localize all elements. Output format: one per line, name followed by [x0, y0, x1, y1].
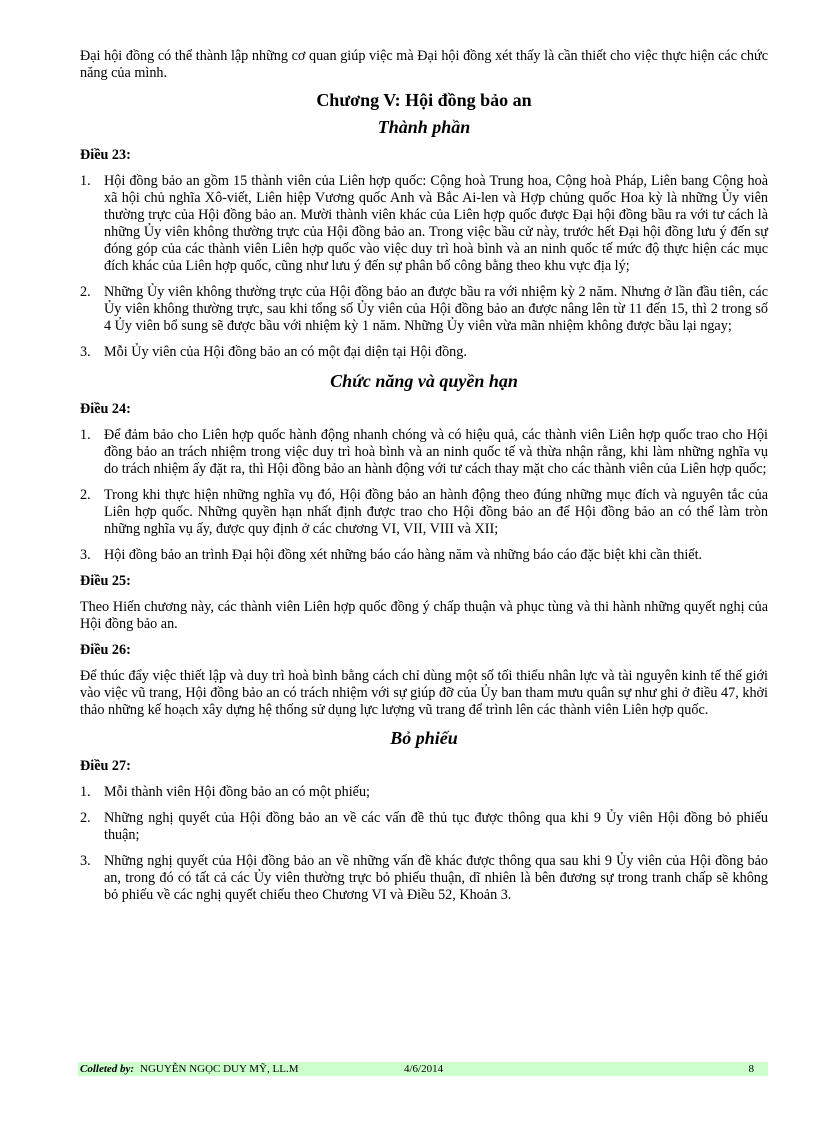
item-text: Mỗi Ủy viên của Hội đồng bảo an có một đại diện tại Hội đồng. [104, 344, 467, 360]
section-title-composition: Thành phần [377, 117, 471, 137]
item-number: 3. [80, 344, 91, 360]
item-text: Mỗi thành viên Hội đồng bảo an có một phiếu; [104, 784, 370, 800]
footer-date: 4/6/2014 [404, 1063, 444, 1075]
footer-label: Colleted by: [80, 1063, 135, 1075]
list-item [80, 173, 768, 275]
item-text: Những nghị quyết của Hội đồng bảo an về các vấn đề thủ tục được thông qua khi 9 Ủy viên Hội đồng bỏ phiếu thuận; [104, 810, 768, 843]
article-paragraph: Để thúc đẩy việc thiết lập và duy trì hoà bình bằng cách chỉ dùng một số tối thiểu nhân lực và tài nguyên kinh tế thế giới vào việc vũ trang, Hội đồng bảo an có trách nhiệm với sự giúp đỡ của Ủy ban tham mưu quân sự như ghi ở điều 47, khởi thảo những kế hoạch xây dựng hệ thống sử dụng lực lượng vũ trang để trình lên các thành viên Liên hợp quốc. [80, 668, 768, 718]
item-text: Những nghị quyết của Hội đồng bảo an về những vấn đề khác được thông qua sau khi 9 Ủy viên của Hội đồng bảo an, trong đó có tất cả các Ủy viên thường trực bỏ phiếu thuận, dĩ nhiên là bên đương sự trong tranh chấp sẽ không bỏ phiếu về các nghị quyết chiếu theo Chương VI và Điều 52, Khoản 3. [104, 853, 768, 903]
item-number: 2. [80, 810, 91, 826]
article-list [80, 784, 768, 904]
article-title: Điều 24: [80, 401, 131, 417]
item-number: 1. [80, 173, 91, 189]
list-item [80, 344, 768, 361]
article-title: Điều 23: [80, 147, 131, 163]
item-text: Những Ủy viên không thường trực của Hội đồng bảo an được bầu ra với nhiệm kỳ 2 năm. Nhưng ở lần đầu tiên, các Ủy viên không thường trực, sau khi tổng số Ủy viên của Hội đồng bảo an được nâng lên từ 11 đến 15, thì 2 trong số 4 Ủy viên bổ sung sẽ được bầu với nhiệm kỳ 1 năm. Những Ủy viên vừa mãn nhiệm không được bầu lại ngay; [104, 284, 768, 334]
article-title: Điều 26: [80, 642, 131, 658]
item-number: 1. [80, 427, 91, 443]
item-text: Để đảm bảo cho Liên hợp quốc hành động nhanh chóng và có hiệu quả, các thành viên Liên hợp quốc trao cho Hội đồng bảo an trách nhiệm trong việc duy trì hoà bình và an ninh quốc tế và thừa nhận rằng, khi làm những nghĩa vụ do trách nhiệm ấy đặt ra, thì Hội đồng bảo an hành động với tư cách thay mặt cho các thành viên của Liên hợp quốc; [104, 427, 768, 477]
document-page [80, 48, 768, 913]
item-number: 3. [80, 547, 91, 563]
article-list [80, 427, 768, 564]
item-number: 2. [80, 487, 91, 503]
item-number: 1. [80, 784, 91, 800]
list-item [80, 853, 768, 904]
section-title-functions: Chức năng và quyền hạn [330, 371, 518, 391]
list-item [80, 547, 768, 564]
list-item [80, 784, 768, 801]
intro-paragraph: Đại hội đồng có thể thành lập những cơ quan giúp việc mà Đại hội đồng xét thấy là cần thiết cho việc thực hiện các chức năng của mình. [80, 48, 768, 81]
footer-author: NGUYỄN NGỌC DUY MỸ, LL.M [140, 1063, 299, 1075]
list-item [80, 284, 768, 335]
list-item [80, 427, 768, 478]
item-text: Hội đồng bảo an gồm 15 thành viên của Liên hợp quốc: Cộng hoà Trung hoa, Cộng hoà Pháp, Liên bang Cộng hoà xã hội chủ nghĩa Xô-viết, Liên hiệp Vương quốc Anh và Bắc Ai-len và Hợp chủng quốc Hoa kỳ là những Ủy viên thường trực của Hội đồng bảo an. Mười thành viên khác của Liên hợp quốc được Đại hội đồng bầu ra với tư cách là những Ủy viên không thường trực của Hội đồng bảo an. Trong việc bầu cử này, trước hết Đại hội đồng lưu ý đến sự đóng góp của các thành viên Liên hợp quốc vào việc duy trì hoà bình và an ninh quốc tế mức độ thực hiện các mục đích khác của Liên hợp quốc, cũng như lưu ý đến sự phân bố công bằng theo khu vực địa lý; [104, 173, 768, 274]
article-paragraph: Theo Hiến chương này, các thành viên Liên hợp quốc đồng ý chấp thuận và phục tùng và thi hành những quyết nghị của Hội đồng bảo an. [80, 599, 768, 632]
item-text: Trong khi thực hiện những nghĩa vụ đó, Hội đồng bảo an hành động theo đúng những mục đích và nguyên tắc của Liên hợp quốc. Những quyền hạn nhất định được trao cho Hội đồng bảo an để Hội đồng bảo an có thể làm tròn những nghĩa vụ ấy, được quy định ở các chương VI, VII, VIII và XII; [104, 487, 768, 537]
item-text: Hội đồng bảo an trình Đại hội đồng xét những báo cáo hàng năm và những báo cáo đặc biệt khi cần thiết. [104, 547, 703, 563]
page-number: 8 [748, 1063, 754, 1075]
item-number: 3. [80, 853, 91, 869]
list-item [80, 810, 768, 844]
article-title: Điều 25: [80, 573, 131, 589]
section-title-voting: Bỏ phiếu [390, 728, 458, 748]
article-title: Điều 27: [80, 758, 131, 774]
list-item [80, 487, 768, 538]
item-number: 2. [80, 284, 91, 300]
page-footer [78, 1062, 768, 1076]
chapter-title: Chương V: Hội đồng bảo an [316, 90, 532, 110]
article-list [80, 173, 768, 361]
